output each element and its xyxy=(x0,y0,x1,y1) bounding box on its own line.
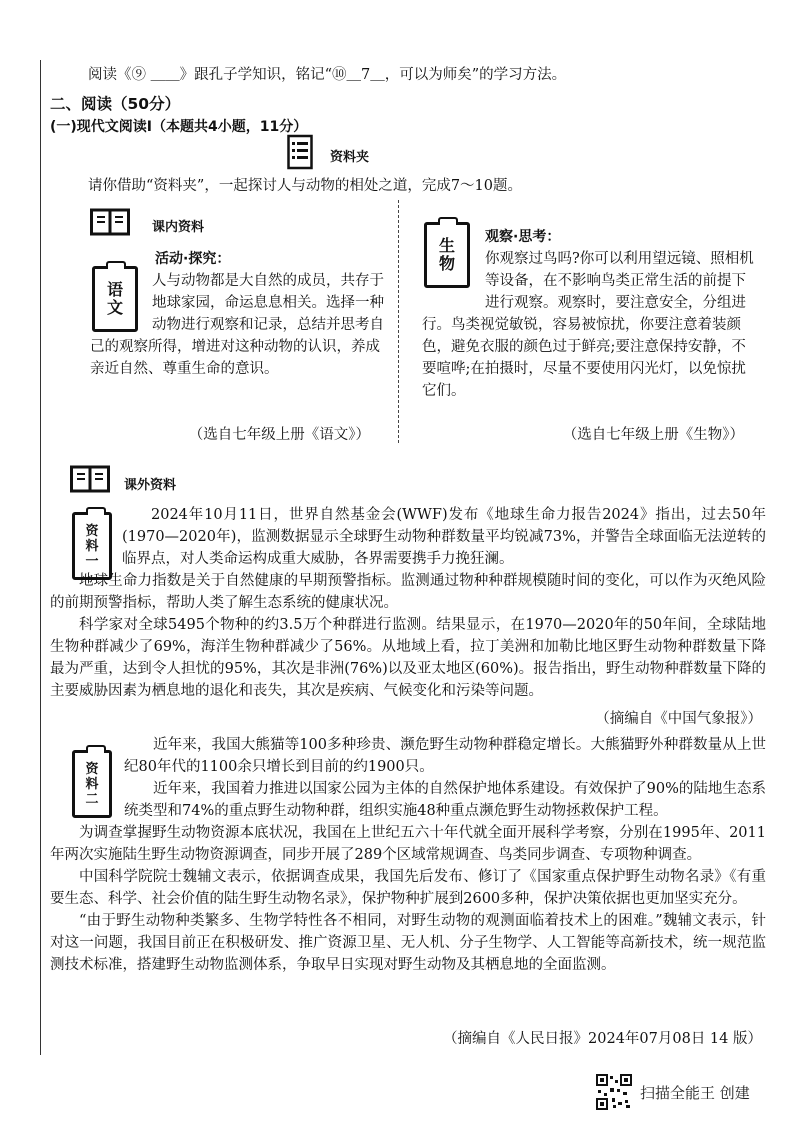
out-class-header: 课外资料 xyxy=(124,478,177,493)
m1-para-3: 科学家对全球5495个物种的约3.5万个种群进行监测。结果显示，在1970—2020年的50年间，全球陆地生物种群减少了69%，海洋生物种群减少了56%。从地域上看，拉丁美洲和加勒比地区野生动物种群数量下降最为严重，达到令人担忧的95%，其次是非洲(76%)以及亚太地区(60%)。报告指出，野生动物种群数量下降的主要威胁因素为栖息地的退化和丧失，其次是疾病、气候变化和污染等问题。 xyxy=(50,617,766,699)
left-margin-line xyxy=(40,60,41,1055)
section-title: 二、阅读（50分） xyxy=(50,95,181,113)
m2-para-1: 近年来，我国大熊猫等100多种珍贵、濒危野生动物种群稳定增长。大熊猫野外种群数量从上世纪80年代的1100余只增长到目前的约1900只。 xyxy=(124,737,766,775)
folder-label: 资料夹 xyxy=(330,150,370,165)
right-title: 观察·思考： xyxy=(485,229,561,245)
m1-para-1: 2024年10月11日，世界自然基金会(WWF)发布《地球生命力报告2024》指出，过去50年(1970—2020年)，监测数据显示全球野生动物种群数量平均锐减73%，并警告全球面临无法逆转的临界点，对人类命运构成重大威胁，各界需要携手力挽狂澜。 xyxy=(122,507,766,567)
open-book-icon xyxy=(70,465,110,493)
qr-code-icon xyxy=(596,1074,632,1110)
m2-source: （摘编自《人民日报》2024年07月08日 14 版） xyxy=(443,1031,762,1047)
tag-material-1: 资 料 一 xyxy=(72,512,112,580)
left-title: 活动·探究： xyxy=(155,251,231,267)
tag-biology: 生 物 xyxy=(424,222,470,288)
m2-para-2: 近年来，我国着力推进以国家公园为主体的自然保护地体系建设。有效保护了90%的陆地生态系统类型和74%的重点野生动物种群，组织实施48种重点濒危野生动物拯救保护工程。 xyxy=(124,781,766,819)
right-source: （选自七年级上册《生物》） xyxy=(562,427,744,443)
m2-para-4: 中国科学院院士魏辅文表示，依据调查成果，我国先后发布、修订了《国家重点保护野生动物名录》《有重要生态、科学、社会价值的陆生野生动物名录》，保护物种扩展到2600多种，保护决策依据也更加坚实充分。 xyxy=(50,869,766,907)
divider-dashed xyxy=(398,200,399,443)
m2-para-3: 为调查掌握野生动物资源本底状况，我国在上世纪五六十年代就全面开展科学考察，分别在1995年、2011年两次实施陆生野生动物资源调查，同步开展了289个区域常规调查、鸟类同步调查、专项物种调查。 xyxy=(50,825,766,863)
folder-list-icon xyxy=(287,134,313,170)
open-book-icon xyxy=(90,208,130,236)
tag-material-2: 资 料 二 xyxy=(72,750,112,818)
right-body: 你观察过鸟吗?你可以利用望远镜、照相机等设备，在不影响鸟类正常生活的前提下进行观察。观察时，要注意安全，分组进行。鸟类视觉敏锐，容易被惊扰，你要注意着装颜色，避免衣服的颜色过于鲜亮;要注意保持安静，不要喧哗;在拍摄时，尽量不要使用闪光灯，以免惊扰它们。 xyxy=(422,251,754,399)
left-source: （选自七年级上册《语文》） xyxy=(188,427,370,443)
subsection-title: (一)现代文阅读Ⅰ（本题共4小题，11分） xyxy=(50,119,308,135)
left-body: 人与动物都是大自然的成员，共存于地球家园，命运息息相关。选择一种动物进行观察和记录，总结并思考自己的观察所得，增进对这种动物的认识，养成亲近自然、尊重生命的意识。 xyxy=(90,273,384,377)
watermark-text: 扫描全能王 创建 xyxy=(640,1084,750,1102)
top-line: 阅读《⑨ ＿＿》跟孔子学知识，铭记“⑩＿7＿，可以为师矣”的学习方法。 xyxy=(88,67,567,83)
in-class-header: 课内资料 xyxy=(152,220,205,235)
m1-source: （摘编自《中国气象报》） xyxy=(595,711,762,727)
m2-para-5: “由于野生动物种类繁多、生物学特性各不相同，对野生动物的观测面临着技术上的困难。”魏辅文表示，针对这一问题，我国目前正在积极研发、推广资源卫星、无人机、分子生物学、人工智能等高新技术，统一规范监测技术标准，搭建野生动物监测体系，争取早日实现对野生动物及其栖息地的全面监测。 xyxy=(50,913,766,973)
m1-para-2: 地球生命力指数是关于自然健康的早期预警指标。监测通过物种种群规模随时间的变化，可以作为灭绝风险的前期预警指标，帮助人类了解生态系统的健康状况。 xyxy=(50,573,766,611)
tag-chinese: 语 文 xyxy=(92,266,138,332)
material-1 xyxy=(50,504,766,702)
material-2 xyxy=(50,734,766,976)
intro-text: 请你借助“资料夹”，一起探讨人与动物的相处之道，完成7～10题。 xyxy=(88,178,522,194)
